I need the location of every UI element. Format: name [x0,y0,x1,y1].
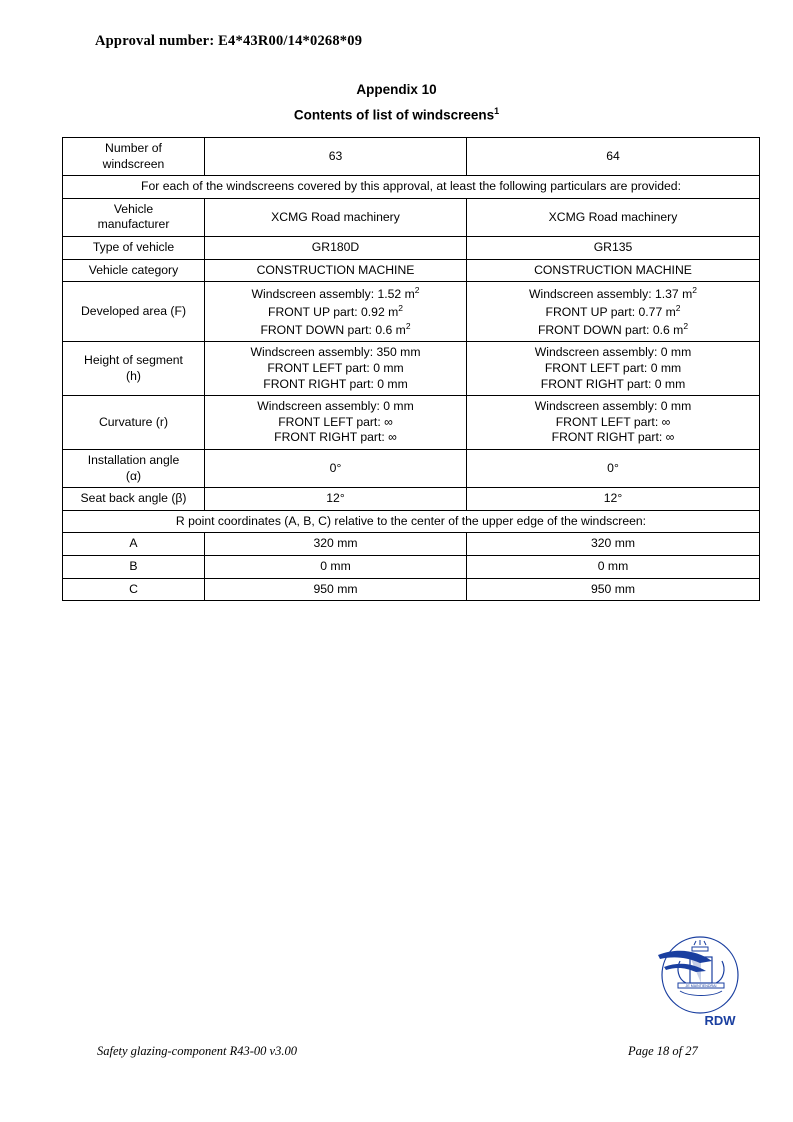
unit-superscript: 2 [692,285,697,296]
value-text: FRONT UP part: 0.92 m [268,305,399,319]
table-row [63,259,760,282]
cell-particulars-note: For each of the windscreens covered by this approval, at least the following particulars are provided: [63,176,760,199]
value-line-1: Windscreen assembly: 0 mm [534,399,692,414]
value-line-3: FRONT RIGHT part: 0 mm [540,376,686,391]
cell-height-b [467,342,760,396]
cell-category-a: CONSTRUCTION MACHINE [205,259,467,282]
cell-b-coordinate-a: 0 mm [205,555,467,578]
label-line-1: Number of [105,141,162,155]
footer-page-number: Page 18 of 27 [628,1044,698,1058]
unit-superscript: 2 [398,302,403,313]
cell-windscreen-63: 63 [205,138,467,176]
value-line-3: FRONT RIGHT part: 0 mm [263,376,408,391]
cell-curvature-b [467,396,760,450]
table-row [63,396,760,450]
table-row [63,555,760,578]
unit-superscript: 2 [414,285,420,296]
cell-seat-back-angle-a: 12° [205,488,467,511]
table-row [63,342,760,396]
value-line-1: Windscreen assembly: 350 mm [250,345,421,360]
label-line-2: windscreen [102,156,165,171]
svg-text:RDW: RDW [704,1013,736,1028]
label-line-2: (α) [125,468,142,483]
value-text: FRONT UP part: 0.77 m [545,305,676,319]
row-label-vehicle-category: Vehicle category [63,259,205,282]
contents-title-text: Contents of list of windscreens [293,107,495,123]
cell-category-b: CONSTRUCTION MACHINE [467,259,760,282]
table-row [63,237,760,260]
value-line-2 [209,303,462,321]
cell-developed-area-b [467,282,760,342]
value-line-3: FRONT RIGHT part: ∞ [274,430,397,445]
value-line-3 [209,321,462,339]
table-row [63,138,760,176]
value-line-2: FRONT LEFT part: 0 mm [267,360,404,375]
table-row [63,198,760,236]
windscreen-table [62,137,760,601]
row-label-seat-back-angle: Seat back angle (β) [63,488,205,511]
svg-text:JE MAINTIENDRAI: JE MAINTIENDRAI [685,984,717,988]
rdw-logo [650,925,750,1030]
cell-installation-angle-a: 0° [205,449,467,487]
value-line-1 [471,285,755,303]
row-label-b: B [63,555,205,578]
contents-title [0,106,793,123]
value-line-2: FRONT LEFT part: 0 mm [544,360,682,375]
value-line-1: Windscreen assembly: 0 mm [257,399,414,414]
value-text: Windscreen assembly: 1.37 m [529,287,693,302]
row-label-number-of-windscreen [63,138,205,176]
cell-seat-back-angle-b: 12° [467,488,760,511]
label-line-1: Vehicle [113,201,154,216]
value-line-2 [471,303,755,321]
cell-height-a [205,342,467,396]
row-label-vehicle-manufacturer [63,198,205,236]
cell-c-coordinate-b: 950 mm [467,578,760,601]
cell-c-coordinate-a: 950 mm [205,578,467,601]
value-line-1: Windscreen assembly: 0 mm [534,345,692,360]
cell-r-point-note: R point coordinates (A, B, C) relative to the center of the upper edge of the windscreen: [63,510,760,533]
table-row [63,578,760,601]
value-line-3: FRONT RIGHT part: ∞ [551,430,675,445]
value-text: Windscreen assembly: 1.52 m [251,287,415,302]
value-line-2: FRONT LEFT part: ∞ [555,414,671,429]
table-row [63,282,760,342]
value-line-1 [209,285,462,303]
table-row [63,510,760,533]
cell-manufacturer-b: XCMG Road machinery [467,198,760,236]
unit-superscript: 2 [405,320,411,331]
table-row [63,449,760,487]
value-text: FRONT DOWN part: 0.6 m [260,322,406,337]
footer-document-reference: Safety glazing-component R43-00 v3.00 [97,1044,297,1058]
unit-superscript: 2 [675,302,681,313]
cell-curvature-a [205,396,467,450]
unit-superscript: 2 [683,320,689,331]
row-label-height-of-segment [63,342,205,396]
label-line-1: Height of segment [84,353,183,368]
appendix-title: Appendix 10 [356,82,437,97]
contents-title-footnote: 1 [494,106,500,116]
value-text: FRONT DOWN part: 0.6 m [537,322,684,337]
value-line-3 [471,321,755,339]
label-line-2: (h) [126,368,141,383]
table-row [63,176,760,199]
table-row [63,533,760,556]
label-line-2: manufacturer [97,217,170,232]
cell-windscreen-64: 64 [467,138,760,176]
label-line-1: Installation angle [87,452,180,467]
row-label-installation-angle [63,449,205,487]
cell-a-coordinate-a: 320 mm [205,533,467,556]
row-label-curvature: Curvature (r) [63,396,205,450]
cell-type-b: GR135 [467,237,760,260]
cell-a-coordinate-b: 320 mm [467,533,760,556]
cell-installation-angle-b: 0° [467,449,760,487]
row-label-c: C [63,578,205,601]
table-row [63,488,760,511]
cell-developed-area-a [205,282,467,342]
cell-b-coordinate-b: 0 mm [467,555,760,578]
row-label-developed-area: Developed area (F) [63,282,205,342]
row-label-type-of-vehicle: Type of vehicle [63,237,205,260]
cell-type-a: GR180D [205,237,467,260]
approval-number: Approval number: E4*43R00/14*0268*09 [95,33,363,49]
value-line-2: FRONT LEFT part: ∞ [278,414,393,429]
row-label-a: A [63,533,205,556]
cell-manufacturer-a: XCMG Road machinery [205,198,467,236]
